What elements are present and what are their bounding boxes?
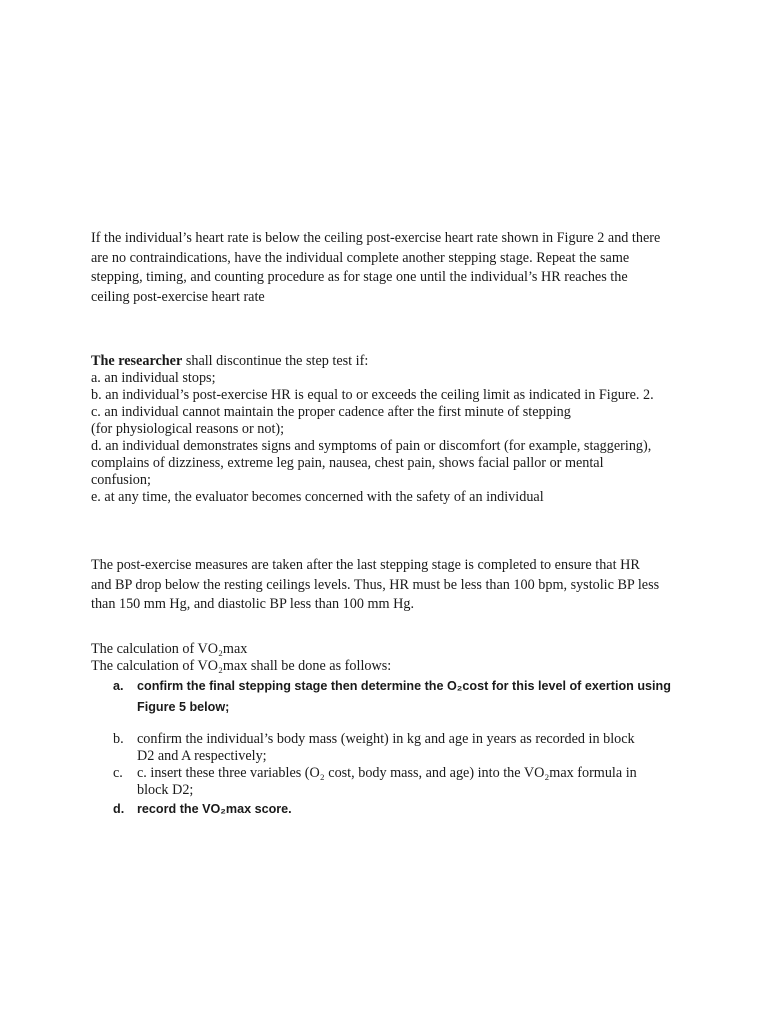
criteria-line: e. at any time, the evaluator becomes concerned with the safety of an individual: [91, 489, 544, 505]
list-item-line: D2 and A respectively;: [137, 748, 267, 764]
researcher-lead-rest: shall discontinue the step test if:: [182, 353, 369, 369]
list-item-line: block D2;: [137, 782, 194, 798]
list-item-line: record the VO₂max score.: [137, 802, 292, 816]
list-marker: b.: [113, 731, 124, 747]
list-item-line: confirm the individual’s body mass (weight) in kg and age in years as recorded in block: [137, 731, 635, 747]
researcher-bold-lead: The researcher: [91, 353, 183, 369]
discontinue-criteria-block: [91, 353, 691, 506]
criteria-line: confusion;: [91, 472, 151, 488]
list-item-line: Figure 5 below;: [137, 700, 230, 714]
criteria-line: d. an individual demonstrates signs and symptoms of pain or discomfort (for example, staggering),: [91, 438, 652, 454]
text-line: The post-exercise measures are taken after the last stepping stage is completed to ensure that HR: [91, 557, 640, 573]
text-line: If the individual’s heart rate is below the ceiling post-exercise heart rate shown in Figure 2 and there: [91, 230, 661, 246]
criteria-line: c. an individual cannot maintain the proper cadence after the first minute of stepping: [91, 404, 571, 420]
post-exercise-measures-paragraph: [91, 556, 691, 615]
text-line: than 150 mm Hg, and diastolic BP less than 100 mm Hg.: [91, 596, 415, 612]
criteria-line: complains of dizziness, extreme leg pain, nausea, chest pain, shows facial pallor or mental: [91, 455, 604, 471]
text-line: are no contraindications, have the individual complete another stepping stage. Repeat the same: [91, 249, 630, 266]
list-marker: c.: [113, 765, 123, 781]
criteria-line: b. an individual’s post-exercise HR is equal to or exceeds the ceiling limit as indicated in Figure. 2.: [91, 387, 654, 403]
list-item-line: c. insert these three variables (O₂ cost, body mass, and age) into the VO₂max formula in: [137, 765, 637, 781]
criteria-line: a. an individual stops;: [91, 370, 216, 386]
discontinue-intro: [91, 353, 691, 370]
list-item-line: confirm the final stepping stage then determine the O₂cost for this level of exertion using: [137, 679, 671, 693]
list-marker: a.: [113, 679, 124, 693]
ceiling-heart-rate-paragraph: [91, 229, 691, 307]
list-marker: d.: [113, 802, 125, 816]
text-line: and BP drop below the resting ceilings levels. Thus, HR must be less than 100 bpm, systolic BP less: [91, 576, 660, 593]
vo2max-calculation-header: [91, 641, 691, 675]
criteria-line: (for physiological reasons or not);: [91, 421, 285, 437]
section-intro: The calculation of VO₂max shall be done as follows:: [91, 658, 392, 674]
text-line: ceiling post-exercise heart rate: [91, 288, 265, 305]
text-line: stepping, timing, and counting procedure as for stage one until the individual’s HR reaches the: [91, 269, 628, 285]
section-heading: The calculation of VO₂max: [91, 641, 248, 657]
